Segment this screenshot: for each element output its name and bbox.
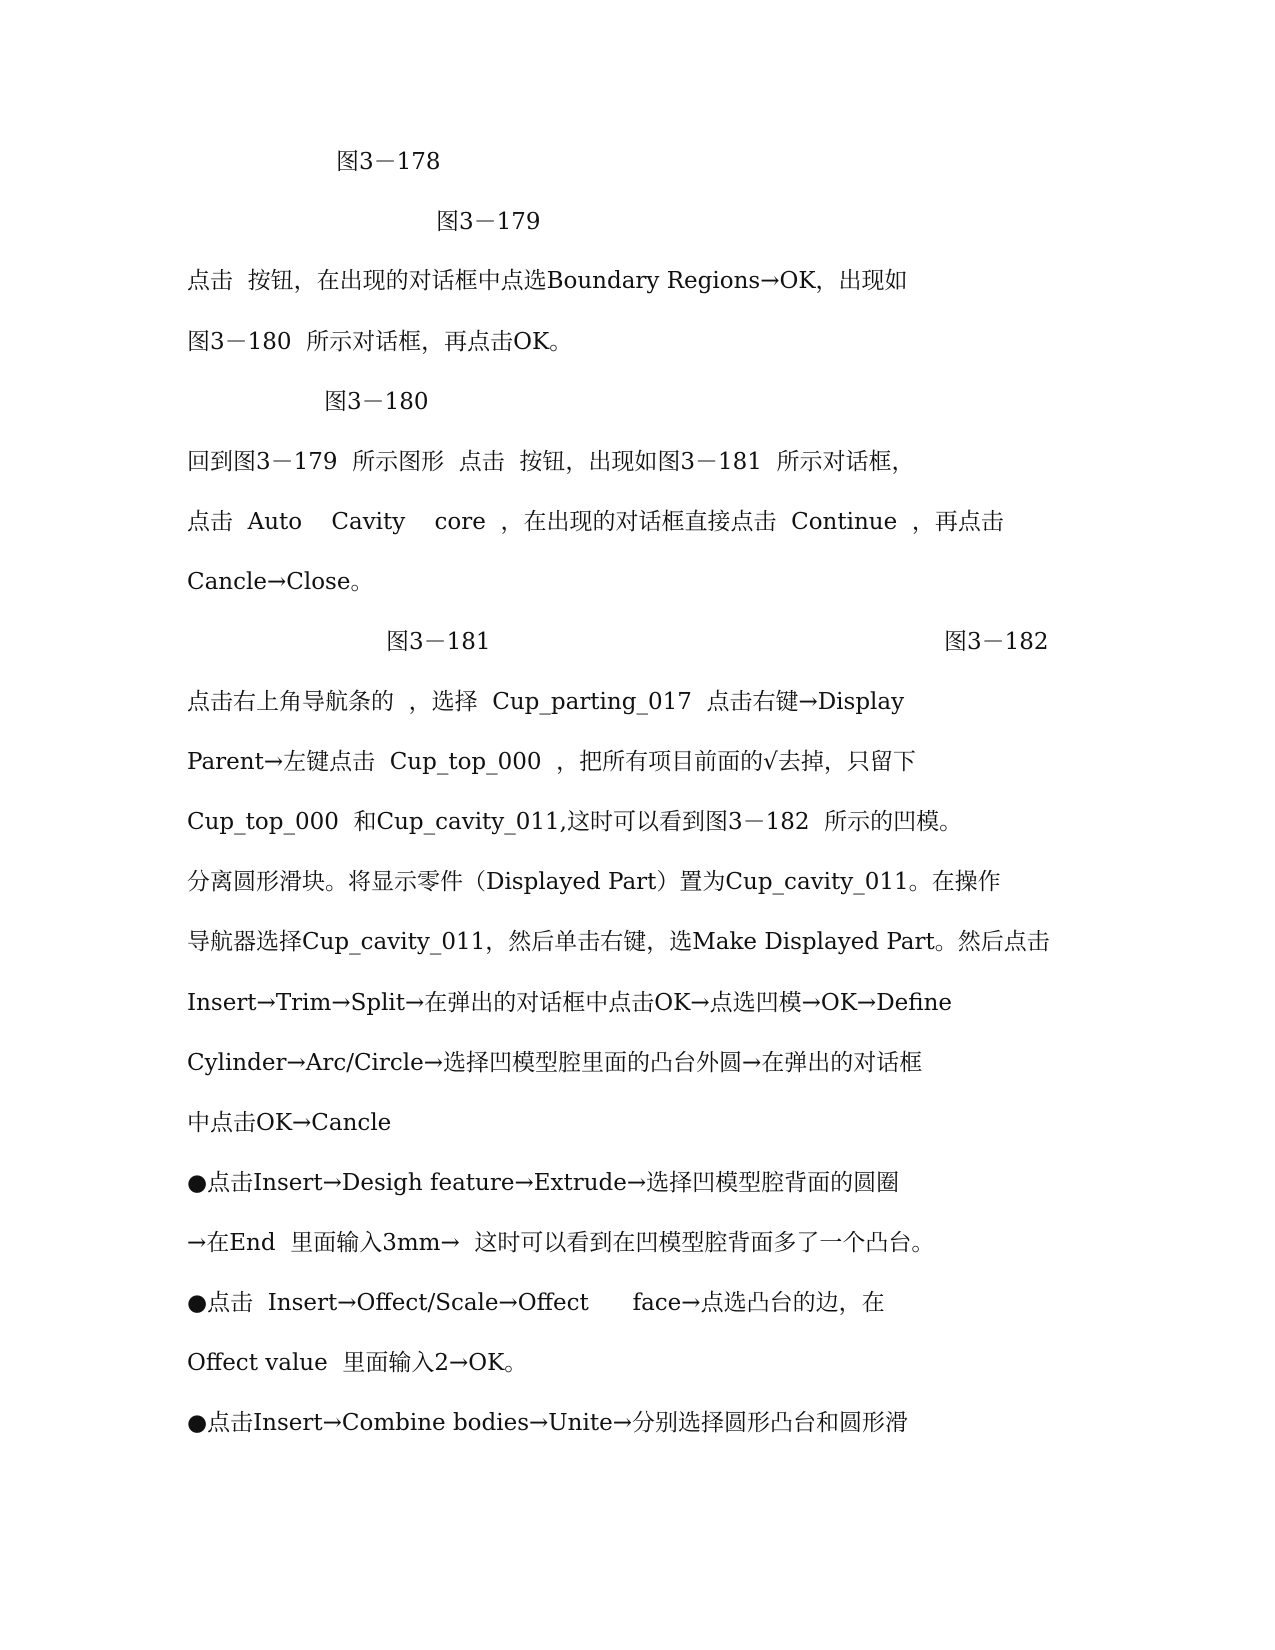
body-line-12: Cylinder→Arc/Circle→选择凹模型腔里面的凸台外圆→在弹出的对话框 [187, 1050, 923, 1076]
figure-caption-180: 图3－180 [324, 389, 429, 415]
body-line-15: Offect value 里面输入2→OK。 [187, 1350, 528, 1376]
body-line-2: 图3－180 所示对话框，再点击OK。 [187, 329, 573, 355]
bullet-line-3: ●点击Insert→Combine bodies→Unite→分别选择圆形凸台和圆形滑 [187, 1410, 908, 1436]
figure-caption-178: 图3－178 [336, 149, 441, 175]
body-line-14: →在End 里面输入3mm→ 这时可以看到在凹模型腔背面多了一个凸台。 [187, 1230, 935, 1256]
body-line-1: 点击 按钮，在出现的对话框中点选Boundary Regions→OK，出现如 [187, 268, 908, 294]
body-line-9: 分离圆形滑块。将显示零件（Displayed Part）置为Cup_cavity_011。在操作 [187, 869, 1001, 895]
body-line-6: 点击右上角导航条的 ，选择 Cup_parting_017 点击右键→Display [187, 689, 905, 715]
body-line-11: Insert→Trim→Split→在弹出的对话框中点击OK→点选凹模→OK→Define [187, 990, 953, 1016]
body-line-10: 导航器选择Cup_cavity_011，然后单击右键，选Make Displayed Part。然后点击 [187, 929, 1050, 955]
body-line-4: 点击 Auto Cavity core ，在出现的对话框直接点击 Continue ，再点击 [187, 509, 1004, 535]
bullet-line-1: ●点击Insert→Desigh feature→Extrude→选择凹模型腔背面的圆圈 [187, 1170, 900, 1196]
body-line-5: Cancle→Close。 [187, 569, 374, 595]
bullet-line-2: ●点击 Insert→Offect/Scale→Offect face→点选凸台的边，在 [187, 1290, 885, 1316]
body-line-3: 回到图3－179 所示图形 点击 按钮，出现如图3－181 所示对话框， [187, 449, 915, 475]
figure-caption-179: 图3－179 [436, 209, 541, 235]
body-line-8: Cup_top_000 和Cup_cavity_011,这时可以看到图3－182 所示的凹模。 [187, 809, 963, 835]
body-line-7: Parent→左键点击 Cup_top_000 ，把所有项目前面的√去掉，只留下 [187, 749, 916, 775]
figure-caption-181: 图3－181 [386, 629, 491, 655]
body-line-13: 中点击OK→Cancle [187, 1110, 392, 1136]
figure-caption-182: 图3－182 [944, 629, 1049, 655]
